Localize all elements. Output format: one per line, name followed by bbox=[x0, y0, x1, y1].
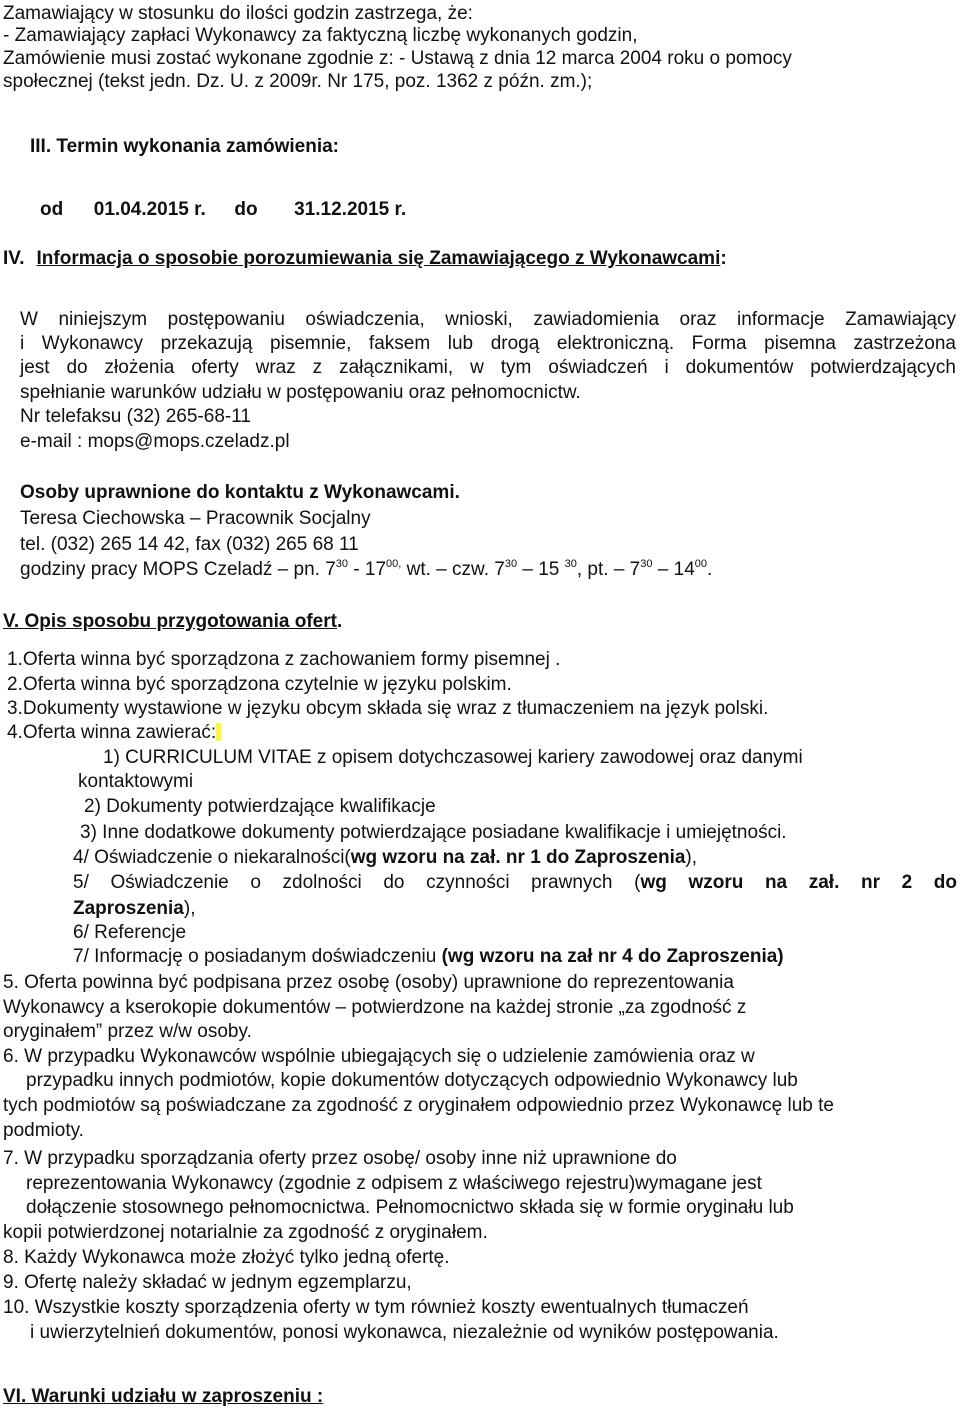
list-item: 5. Oferta powinna być podpisana przez osobę (osoby) uprawnione do reprezentowania bbox=[3, 972, 734, 993]
sub-item-ref: wg wzoru na zał. nr 2 do bbox=[640, 872, 957, 893]
hours-minutes: 30 bbox=[504, 558, 518, 570]
contact-heading: Osoby uprawnione do kontaktu z Wykonawcami. bbox=[20, 482, 460, 503]
list-item: tych podmiotów są poświadczane za zgodność z oryginałem odpowiednio przez Wykonawcę lub te bbox=[3, 1095, 834, 1116]
sub-item bbox=[73, 846, 697, 870]
term-to-label: do bbox=[234, 199, 258, 220]
hours-text: – 14 bbox=[652, 559, 695, 580]
section-5-heading bbox=[3, 610, 342, 634]
sub-item bbox=[73, 945, 784, 969]
sub-item: 3) Inne dodatkowe dokumenty potwierdzające posiadane kwalifikacje i umiejętności. bbox=[80, 822, 787, 843]
term-from-label: od bbox=[40, 199, 64, 220]
list-item: kopii potwierdzonej notarialnie za zgodność z oryginałem. bbox=[3, 1222, 488, 1243]
office-hours bbox=[20, 558, 712, 582]
section-3-heading: III. Termin wykonania zamówienia: bbox=[30, 136, 340, 157]
intro-line: Zamawiający w stosunku do ilości godzin zastrzega, że: bbox=[3, 3, 473, 24]
hours-text: – 15 bbox=[517, 559, 565, 580]
hours-minutes: 30 bbox=[335, 558, 349, 570]
sub-item: 6/ Referencje bbox=[73, 922, 187, 943]
sub-item: 2) Dokumenty potwierdzające kwalifikacje bbox=[84, 796, 436, 817]
section-6-heading: VI. Warunki udziału w zaproszeniu : bbox=[3, 1386, 324, 1407]
email-address: e-mail : mops@mops.czeladz.pl bbox=[20, 431, 290, 452]
list-item: reprezentowania Wykonawcy (zgodnie z odpisem z właściwego rejestru)wymagane jest bbox=[26, 1173, 762, 1194]
sub-item-text: 5/ Oświadczenie o zdolności do czynności prawnych ( bbox=[73, 872, 641, 893]
list-item: 9. Ofertę należy składać w jednym egzemplarzu, bbox=[3, 1272, 412, 1293]
intro-line: - Zamawiający zapłaci Wykonawcy za faktyczną liczbę wykonanych godzin, bbox=[3, 25, 638, 46]
list-item: i uwierzytelnień dokumentów, ponosi wykonawca, niezależnie od wyników postępowania. bbox=[30, 1322, 779, 1343]
sub-item: 1) CURRICULUM VITAE z opisem dotychczasowej kariery zawodowej oraz danymi bbox=[103, 747, 803, 768]
sub-item bbox=[73, 897, 195, 921]
term-line bbox=[40, 198, 406, 222]
hours-minutes: 00, bbox=[386, 558, 402, 570]
paragraph-line: i Wykonawcy przekazują pisemnie, faksem lub drogą elektroniczną. Forma pisemna zastrzeżona bbox=[20, 333, 956, 354]
list-item: 7. W przypadku sporządzania oferty przez osobę/ osoby inne niż uprawnione do bbox=[3, 1148, 677, 1169]
sub-item-text: 7/ Informację o posiadanym doświadczeniu bbox=[73, 946, 442, 967]
intro-line: społecznej (tekst jedn. Dz. U. z 2009r. Nr 175, poz. 1362 z późn. zm.); bbox=[3, 71, 593, 92]
section-4-number: IV. bbox=[3, 248, 25, 269]
sub-item-ref: (wg wzoru na zał nr 4 do Zaproszenia) bbox=[441, 946, 784, 967]
hours-text: - 17 bbox=[348, 559, 387, 580]
list-item: podmioty. bbox=[3, 1120, 84, 1141]
section-4-heading bbox=[3, 247, 727, 271]
list-item: oryginałem” przez w/w osoby. bbox=[3, 1021, 252, 1042]
hours-minutes: 30 bbox=[564, 558, 577, 570]
paragraph-line: jest do złożenia oferty wraz z załącznikami, w tym oświadczeń i dokumentów potwierdzających bbox=[20, 357, 956, 378]
list-item bbox=[7, 721, 221, 745]
list-item: 8. Każdy Wykonawca może złożyć tylko jedną ofertę. bbox=[3, 1247, 450, 1268]
hours-text: godziny pracy MOPS Czeladź – pn. 7 bbox=[20, 559, 336, 580]
section-4-title: Informacja o sposobie porozumiewania się Zamawiającego z Wykonawcami bbox=[36, 248, 721, 269]
intro-line: Zamówienie musi zostać wykonane zgodnie z: - Ustawą z dnia 12 marca 2004 roku o pomocy bbox=[3, 48, 792, 69]
list-item: 1.Oferta winna być sporządzona z zachowaniem formy pisemnej . bbox=[7, 649, 561, 670]
sub-item bbox=[73, 871, 957, 895]
hours-text: , pt. – 7 bbox=[576, 559, 641, 580]
hours-text: wt. – czw. 7 bbox=[401, 559, 505, 580]
list-item-text: 4.Oferta winna zawierać: bbox=[7, 722, 217, 743]
section-5-dot: . bbox=[336, 611, 343, 632]
list-item: 2.Oferta winna być sporządzona czytelnie w języku polskim. bbox=[7, 674, 512, 695]
section-4-colon: : bbox=[720, 248, 727, 269]
contact-phone: tel. (032) 265 14 42, fax (032) 265 68 11 bbox=[20, 534, 359, 555]
list-item: dołączenie stosownego pełnomocnictwa. Pełnomocnictwo składa się w formie oryginału lub bbox=[26, 1197, 794, 1218]
highlight-mark bbox=[216, 723, 221, 741]
list-item: 10. Wszystkie koszty sporządzenia oferty w tym również koszty ewentualnych tłumaczeń bbox=[3, 1297, 749, 1318]
sub-item: kontaktowymi bbox=[78, 771, 194, 792]
sub-item-text: 4/ Oświadczenie o niekaralności( bbox=[73, 847, 351, 868]
sub-item-text: ), bbox=[685, 847, 698, 868]
hours-text: . bbox=[707, 559, 713, 580]
paragraph-line: spełnianie warunków udziału w postępowaniu oraz pełnomocnictw. bbox=[20, 382, 581, 403]
list-item: przypadku innych podmiotów, kopie dokumentów dotyczących odpowiednio Wykonawcy lub bbox=[26, 1070, 798, 1091]
hours-minutes: 30 bbox=[640, 558, 653, 570]
list-item: 3.Dokumenty wystawione w języku obcym składa się wraz z tłumaczeniem na język polski. bbox=[7, 698, 769, 719]
term-from-date: 01.04.2015 r. bbox=[93, 199, 206, 220]
hours-minutes: 00 bbox=[694, 558, 708, 570]
fax-number: Nr telefaksu (32) 265-68-11 bbox=[20, 406, 251, 427]
list-item: Wykonawcy a kserokopie dokumentów – potwierdzone na każdej stronie „za zgodność z bbox=[3, 997, 747, 1018]
paragraph-line: W niniejszym postępowaniu oświadczenia, wnioski, zawiadomienia oraz informacje Zamawiający bbox=[20, 309, 956, 330]
sub-item-ref: Zaproszenia bbox=[73, 898, 184, 919]
sub-item-text: ), bbox=[183, 898, 196, 919]
term-to-date: 31.12.2015 r. bbox=[294, 199, 407, 220]
section-5-title: V. Opis sposobu przygotowania ofert bbox=[3, 611, 337, 632]
list-item: 6. W przypadku Wykonawców wspólnie ubiegających się o udzielenie zamówienia oraz w bbox=[3, 1046, 755, 1067]
contact-person: Teresa Ciechowska – Pracownik Socjalny bbox=[20, 508, 371, 529]
sub-item-ref: wg wzoru na zał. nr 1 do Zaproszenia bbox=[350, 847, 686, 868]
